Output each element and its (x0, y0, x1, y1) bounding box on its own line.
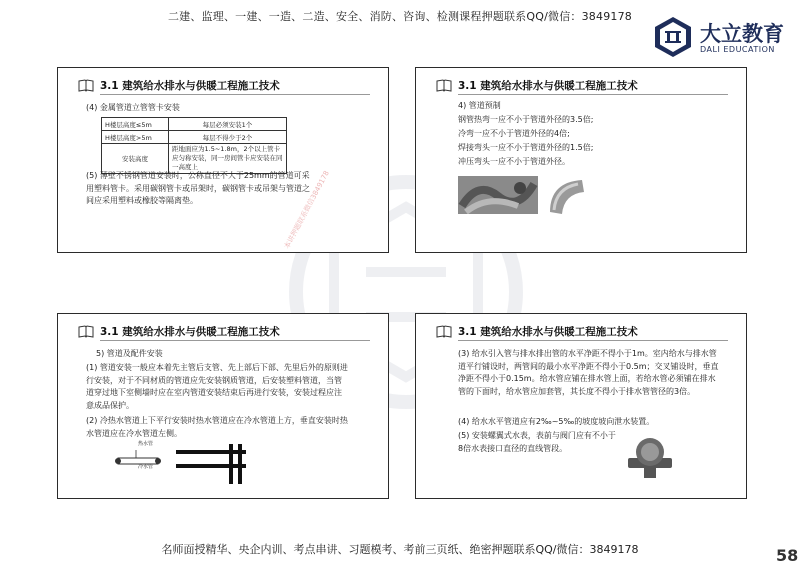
book-icon (436, 79, 452, 93)
table-cell: 每层必须安装1个 (169, 118, 287, 131)
table-row (102, 118, 287, 131)
slide-pipe-spacing (415, 313, 747, 499)
slide-pipe-install (57, 313, 389, 499)
pipe-bends-photo (458, 176, 538, 214)
title-underline (100, 340, 370, 341)
bend-rule-line: 焊接弯头一应不小于管道外径的1.5倍; (458, 143, 594, 152)
slide-paragraph: (2) 冷热水管道上下平行安装时热水管道应在冷水管道上方，垂直安装时热水管道应在冷水管道左侧。 (86, 416, 348, 438)
bend-rule-line: 钢管热弯一应不小于管道外径的3.5倍; (458, 115, 594, 124)
bend-rule-line: 冷弯一应不小于管道外径的4倍; (458, 129, 570, 138)
slide-header (428, 78, 734, 98)
table-cell: H楼层高度≤5m (102, 118, 169, 131)
diagram-label: 热水管 (138, 441, 154, 447)
title-underline (100, 94, 370, 95)
table-cell: 安装高度 (102, 144, 169, 174)
watermark-stamp: 本讲押题联系微信3849178 (282, 169, 331, 251)
diagram-label: 冷水管 (138, 464, 154, 470)
slide-subheading: (4) 金属管道立管管卡安装 (86, 103, 180, 112)
top-contact-banner: 二建、监理、一建、一造、二造、安全、消防、咨询、检测课程押题联系QQ/微信：3849178 (167, 10, 632, 23)
slide-pipe-clamps (57, 67, 389, 253)
slide-paragraph: (3) 给水引入管与排水排出管的水平净距不得小于1m。室内给水与排水管道平行铺设时，两管间的最小水平净距不得小于0.5m；交叉铺设时，垂直净距不得小于0.15m。给水管应铺在排水管上面，若给水管必须铺在排水管的下面时，给水管应加套管，其长度不得小于排水管管径的3倍。 (458, 349, 719, 396)
slide-title: 3.1 建筑给水排水与供暖工程施工技术 (100, 80, 280, 92)
elbow-fitting-photo (544, 174, 588, 216)
slide-title: 3.1 建筑给水排水与供暖工程施工技术 (100, 326, 280, 338)
bend-rule-line: 冲压弯头一应不小于管道外径。 (458, 157, 570, 166)
slide-pipe-prefab (415, 67, 747, 253)
water-meter-photo (626, 430, 674, 480)
table-cell: H楼层高度>5m (102, 131, 169, 144)
table-row (102, 131, 287, 144)
slide-paragraph: (5) 薄壁不锈钢管道安装时，公称直径不大于25mm的管道可采用塑料管卡。采用碳钢管卡或吊架时，碳钢管卡或吊架与管道之间应采用塑料或橡胶等隔离垫。 (86, 171, 310, 205)
slide-subheading: 5) 管道及配件安装 (96, 349, 163, 358)
slide-paragraph: (4) 给水水平管道应有2‰~5‰的坡度坡向泄水装置。 (458, 417, 655, 426)
slide-title: 3.1 建筑给水排水与供暖工程施工技术 (458, 80, 638, 92)
vertical-pipes-diagram (226, 444, 246, 484)
table-cell: 距地面应为1.5~1.8m，2个以上管卡应匀称安装，同一房间管卡应安装在同一高度上 (169, 144, 287, 174)
title-underline (458, 94, 728, 95)
book-icon (78, 79, 94, 93)
slide-header (428, 324, 734, 344)
slide-header (70, 78, 376, 98)
slide-subheading: 4) 管道预制 (458, 101, 501, 110)
slide-paragraph: (5) 安装螺翼式水表，表前与阀门应有不小于8倍水表接口直径的直线管段。 (458, 431, 616, 453)
dali-logo-icon (652, 16, 694, 58)
book-icon (78, 325, 94, 339)
table-row (102, 144, 287, 174)
page-number: 58 (776, 546, 799, 565)
dali-education-logo (652, 16, 792, 58)
logo-subtitle: DALI EDUCATION (700, 45, 775, 54)
title-underline (458, 340, 728, 341)
bottom-contact-banner: 名师面授精华、央企内训、考点串讲、习题模考、考前三页纸、绝密押题联系QQ/微信：3849178 (161, 543, 639, 556)
pipe-clamp-table (101, 117, 287, 174)
slide-title: 3.1 建筑给水排水与供暖工程施工技术 (458, 326, 638, 338)
book-icon (436, 325, 452, 339)
table-cell: 每层不得少于2个 (169, 131, 287, 144)
logo-name: 大立教育 (700, 22, 784, 46)
slide-paragraph: (1) 管道安装一般应本着先主管后支管、先上部后下部、先里后外的原则进行安装，对于不同材质的管道应先安装钢质管道，后安装塑料管道，当管道穿过地下室侧墙时应在室内管道安装结束后再进行安装，安装过程应注意成品保护。 (86, 363, 348, 410)
slide-header (70, 324, 376, 344)
